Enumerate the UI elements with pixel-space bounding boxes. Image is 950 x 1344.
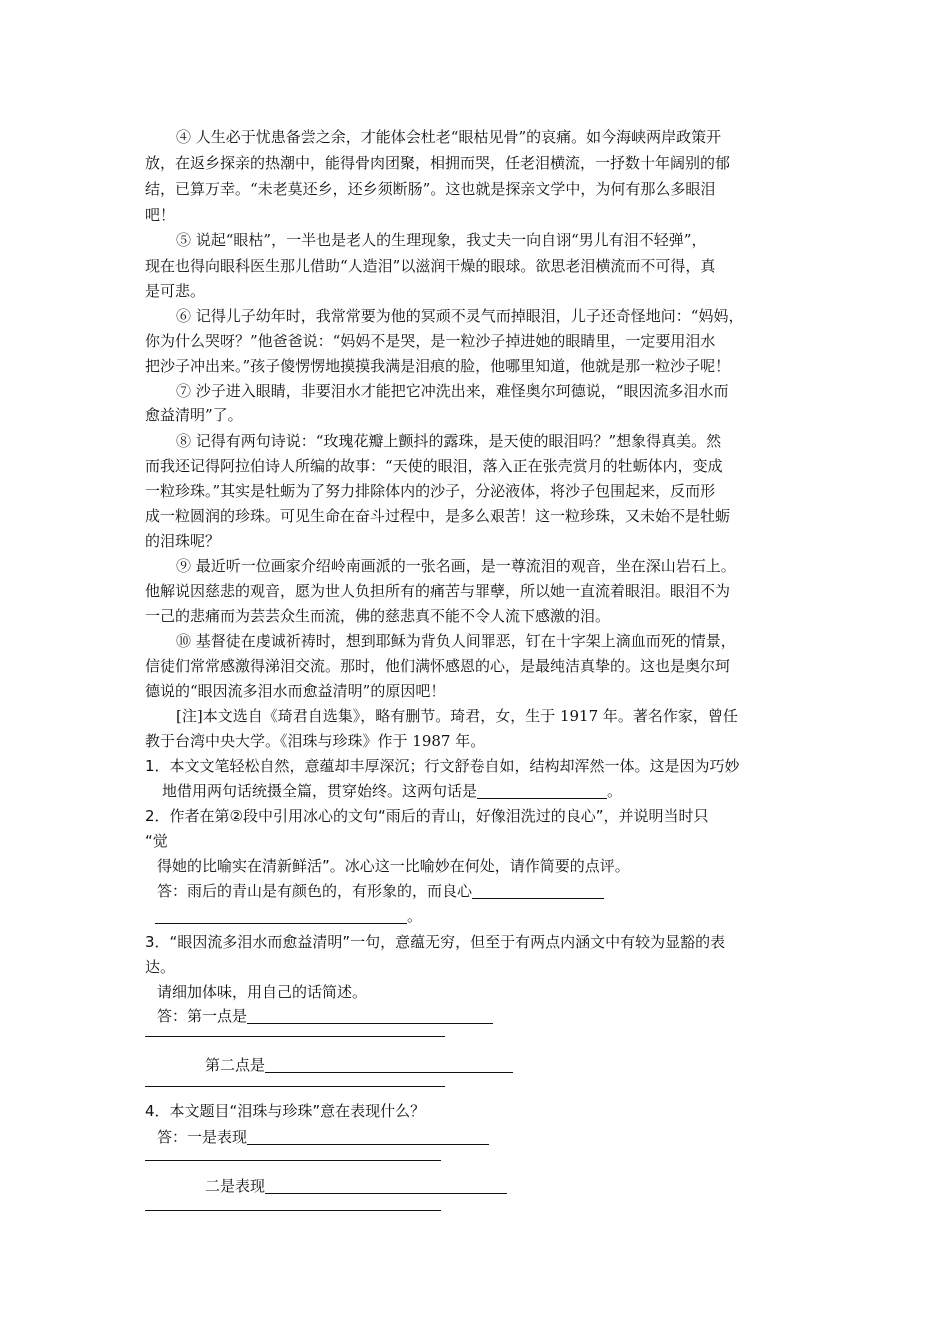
q4-answer-1-rule[interactable] xyxy=(145,1160,441,1161)
p7-line-1: ⑦ 沙子进入眼睛，非要泪水才能把它冲洗出来，难怪奥尔珂德说，“眼因流多泪水而 xyxy=(176,382,729,400)
q2-line-1: 2．作者在第②段中引用冰心的文句“雨后的青山，好像泪洗过的良心”，并说明当时只 xyxy=(145,807,709,825)
p8-line-5: 的泪珠呢？ xyxy=(145,532,221,550)
q2-line-2: “觉 xyxy=(145,832,168,850)
q3-answer-1-blank[interactable] xyxy=(247,1007,493,1024)
q3-answer-1-rule[interactable] xyxy=(145,1036,445,1037)
p5-line-3: 是可悲。 xyxy=(145,282,206,300)
p8-line-1: ⑧ 记得有两句诗说：“玫瑰花瓣上颤抖的露珠，是天使的眼泪吗？”想象得真美。然 xyxy=(176,432,722,450)
q4-line-1: 4．本文题目“泪珠与珍珠”意在表现什么？ xyxy=(145,1102,426,1120)
q3-answer-2-rule[interactable] xyxy=(145,1086,445,1087)
q4-answer-2-line xyxy=(205,1175,507,1196)
q3-answer-2-blank[interactable] xyxy=(265,1056,513,1073)
p10-line-2: 信徒们常常感激得涕泪交流。那时，他们满怀感恩的心，是最纯洁真挚的。这也是奥尔珂 xyxy=(145,657,731,675)
p10-line-3: 德说的“眼因流多泪水而愈益清明”的原因吧！ xyxy=(145,682,446,700)
p6-line-3: 把沙子冲出来。”孩子傻愣愣地摸摸我满是泪痕的脸，他哪里知道，他就是那一粒沙子呢！ xyxy=(145,357,731,375)
p4-line-4: 吧！ xyxy=(145,206,176,224)
p4-line-3: 结，已算万幸。“未老莫还乡，还乡须断肠”。这也就是探亲文学中，为何有那么多眼泪 xyxy=(145,180,716,198)
q2-answer-blank-2[interactable] xyxy=(155,907,407,924)
p8-line-4: 成一粒圆润的珍珠。可见生命在奋斗过程中，是多么艰苦！这一粒珍珠，又未始不是牡蛎 xyxy=(145,507,731,525)
p8-line-2: 而我还记得阿拉伯诗人所编的故事：“天使的眼泪，落入正在张壳赏月的牡蛎体内，变成 xyxy=(145,457,723,475)
q2-end-mark: 。 xyxy=(407,907,423,925)
q2-line-3: 得她的比喻实在清新鲜活”。冰心这一比喻妙在何处，请作简要的点评。 xyxy=(157,857,630,875)
p6-line-2: 你为什么哭呀？”他爸爸说：“妈妈不是哭，是一粒沙子掉进她的眼睛里，一定要用泪水 xyxy=(145,332,716,350)
q1-prompt: 地借用两句话统摄全篇，贯穿始终。这两句话是 xyxy=(162,782,478,800)
q1-end-mark: 。 xyxy=(607,782,623,800)
q2-answer-line-2 xyxy=(155,905,422,926)
p9-line-1: ⑨ 最近听一位画家介绍岭南画派的一张名画，是一尊流泪的观音，坐在深山岩石上。 xyxy=(176,557,736,575)
q2-answer-blank-1[interactable] xyxy=(472,882,604,899)
p7-line-2: 愈益清明”了。 xyxy=(145,406,243,424)
q3-answer-1-prompt: 答：第一点是 xyxy=(157,1007,248,1025)
q3-line-3: 请细加体味，用自己的话简述。 xyxy=(157,983,368,1001)
q4-answer-1-prompt: 答：一是表现 xyxy=(157,1128,248,1146)
p6-line-1: ⑥ 记得儿子幼年时，我常常要为他的冥顽不灵气而掉眼泪，儿子还奇怪地问：“妈妈， xyxy=(176,307,744,325)
p8-line-3: 一粒珍珠。”其实是牡蛎为了努力排除体内的沙子，分泌液体，将沙子包围起来，反而形 xyxy=(145,482,716,500)
p5-line-1: ⑤ 说起“眼枯”，一半也是老人的生理现象，我丈夫一向自诩“男儿有泪不轻弹”， xyxy=(176,231,707,249)
p5-line-2: 现在也得向眼科医生那儿借助“人造泪”以滋润干燥的眼球。欲思老泪横流而不可得，真 xyxy=(145,257,716,275)
q2-answer-line xyxy=(157,880,604,901)
p10-line-1: ⑩ 基督徒在虔诚祈祷时，想到耶稣为背负人间罪恶，钉在十字架上滴血而死的情景， xyxy=(176,632,736,650)
q4-answer-2-prompt: 二是表现 xyxy=(205,1177,266,1195)
q4-answer-2-rule[interactable] xyxy=(145,1210,441,1211)
q3-line-1: 3．“眼因流多泪水而愈益清明”一句，意蕴无穷，但至于有两点内涵文中有较为显豁的表 xyxy=(145,933,726,951)
note-line-1: [注]本文选自《琦君自选集》，略有删节。琦君，女，生于 1917 年。著名作家，曾任 xyxy=(176,707,738,725)
p4-line-2: 放，在返乡探亲的热潮中，能得骨肉团聚，相拥而哭，任老泪横流，一抒数十年阔别的郁 xyxy=(145,154,731,172)
q4-answer-2-blank[interactable] xyxy=(265,1177,507,1194)
q3-answer-2-prompt: 第二点是 xyxy=(205,1056,266,1074)
q3-answer-1-line xyxy=(157,1005,493,1026)
note-line-2: 教于台湾中央大学。《泪珠与珍珠》作于 1987 年。 xyxy=(145,732,486,750)
q3-line-2: 达。 xyxy=(145,958,176,976)
q1-line-2 xyxy=(162,780,622,801)
q2-answer-prompt: 答：雨后的青山是有颜色的，有形象的，而良心 xyxy=(157,882,473,900)
p4-line-1: ④ 人生必于忧患备尝之余，才能体会杜老“眼枯见骨”的哀痛。如今海峡两岸政策开 xyxy=(176,128,722,146)
q1-line-1: 1．本文文笔轻松自然，意蕴却丰厚深沉；行文舒卷自如，结构却浑然一体。这是因为巧妙 xyxy=(145,757,740,775)
q4-answer-1-line xyxy=(157,1126,489,1147)
p9-line-3: 一己的悲痛而为芸芸众生而流，佛的慈悲真不能不令人流下感激的泪。 xyxy=(145,607,611,625)
q1-answer-blank[interactable] xyxy=(477,782,607,799)
q4-answer-1-blank[interactable] xyxy=(247,1128,489,1145)
p9-line-2: 他解说因慈悲的观音，愿为世人负担所有的痛苦与罪孽，所以她一直流着眼泪。眼泪不为 xyxy=(145,582,731,600)
q3-answer-2-line xyxy=(205,1054,513,1075)
